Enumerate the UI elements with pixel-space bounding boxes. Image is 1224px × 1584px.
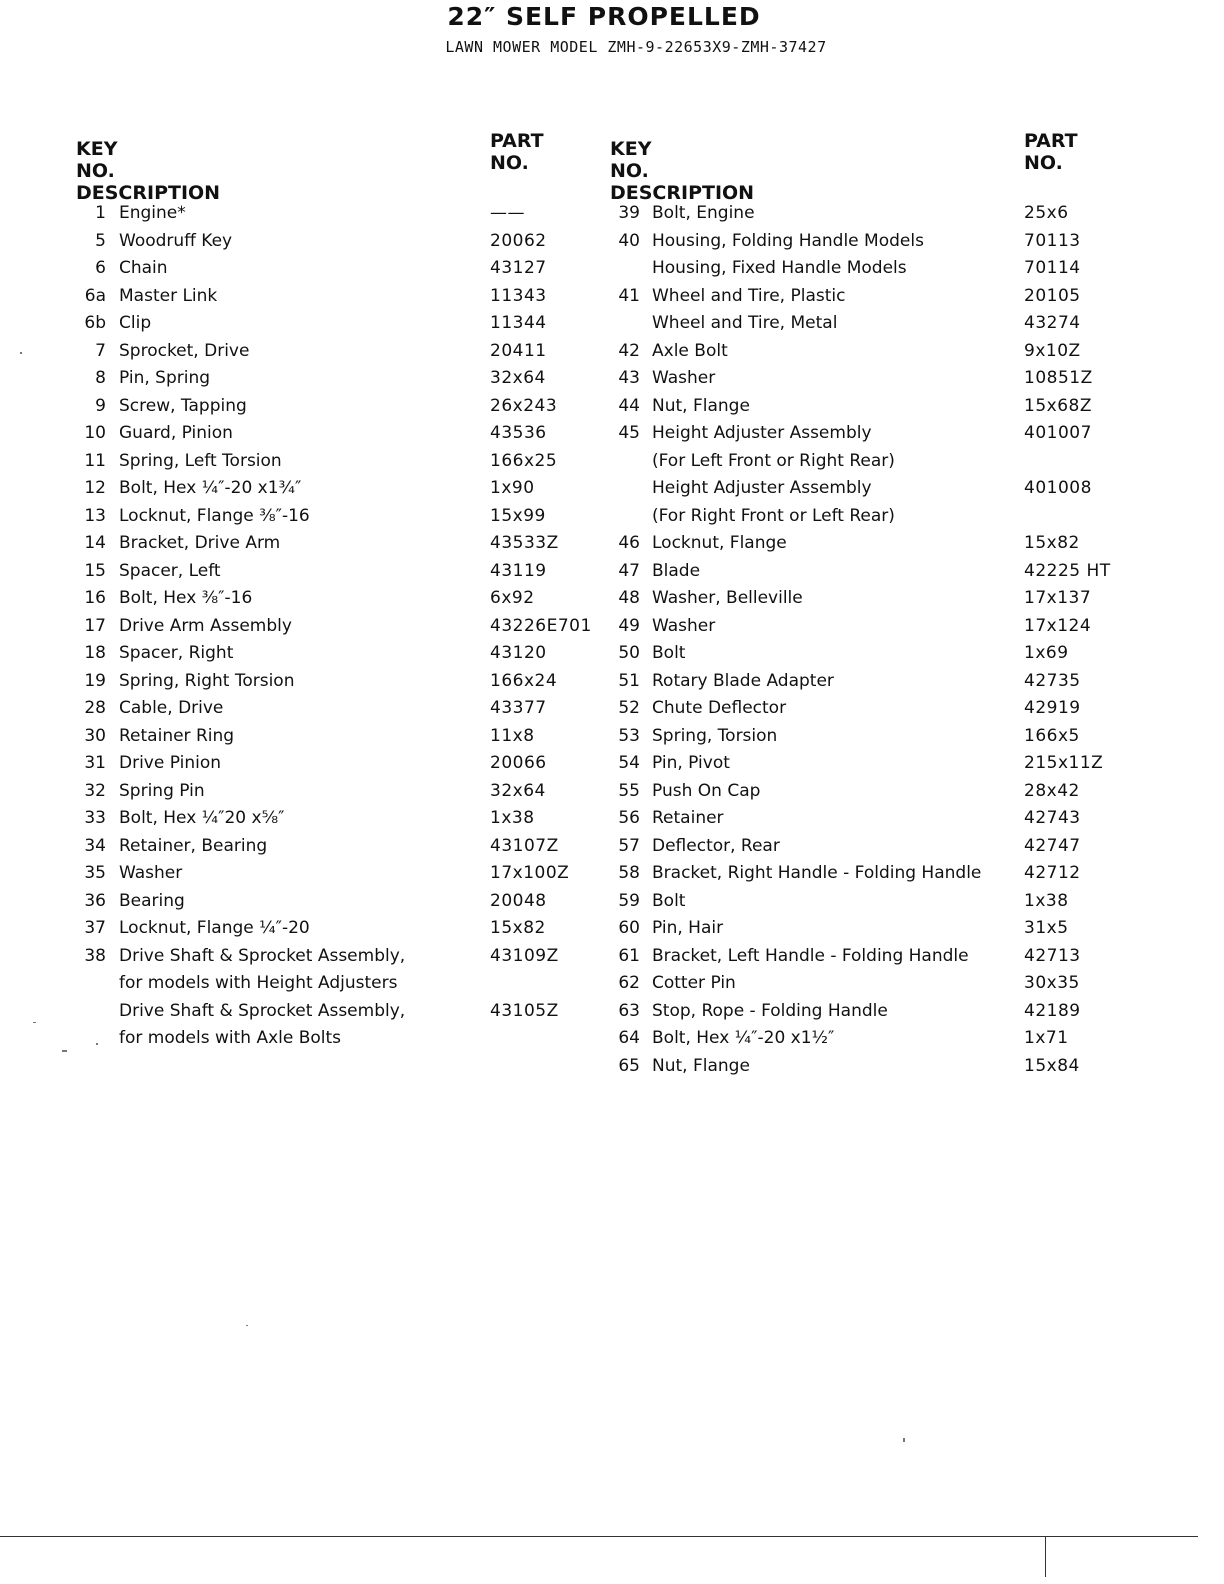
- key-number: 47: [618, 560, 640, 581]
- part-description: Axle Bolt: [652, 340, 728, 361]
- part-description: Spring, Torsion: [652, 725, 778, 746]
- part-description: Bolt, Hex ¼″-20 x1½″: [652, 1028, 835, 1048]
- part-number: 31x5: [1024, 918, 1069, 938]
- part-number: ——: [490, 203, 525, 223]
- key-number: 38: [84, 945, 106, 966]
- scan-speck: [20, 352, 22, 354]
- part-description: Height Adjuster Assembly: [652, 478, 872, 498]
- part-description: (For Left Front or Right Rear): [652, 450, 895, 471]
- part-number: 32x64: [490, 368, 546, 388]
- part-description: Cotter Pin: [652, 973, 736, 993]
- key-number: 57: [618, 835, 640, 856]
- part-description: Pin, Spring: [119, 368, 211, 388]
- key-number: 13: [84, 505, 106, 526]
- part-number: 25x6: [1024, 203, 1069, 223]
- part-description: Pin, Pivot: [652, 753, 730, 773]
- part-description: Bolt, Hex ¼″-20 x1¾″: [119, 478, 302, 498]
- part-number: 30x35: [1024, 973, 1080, 993]
- key-number: 43: [618, 368, 640, 388]
- part-description: Engine*: [119, 203, 186, 223]
- part-number: 11x8: [490, 725, 535, 746]
- part-description: Bolt: [652, 890, 686, 911]
- part-number: 43377: [490, 698, 547, 718]
- part-number: 42747: [1024, 835, 1081, 856]
- part-number: 42713: [1024, 945, 1081, 966]
- part-description: Drive Arm Assembly: [119, 615, 292, 636]
- part-description: Bracket, Left Handle - Folding Handle: [652, 945, 969, 966]
- part-header: PART: [490, 130, 544, 152]
- key-number: 33: [84, 808, 106, 828]
- footer-tick: [1045, 1537, 1046, 1577]
- footer-rule: [0, 1536, 1198, 1537]
- part-number: 15x99: [490, 505, 546, 526]
- part-number: 1x38: [1024, 890, 1069, 911]
- part-number: 20048: [490, 890, 547, 911]
- key-number: 48: [618, 588, 640, 608]
- part-number: 15x82: [1024, 533, 1080, 553]
- key-number: 12: [84, 478, 106, 498]
- key-number: 7: [95, 340, 106, 361]
- part-number: 43109Z: [490, 945, 559, 966]
- key-number: 50: [618, 643, 640, 663]
- scan-speck: [62, 1050, 67, 1052]
- part-description: Washer: [119, 863, 183, 883]
- key-number: 16: [84, 588, 106, 608]
- key-number: 8: [95, 368, 106, 388]
- part-number: 20062: [490, 230, 547, 251]
- part-number: 10851Z: [1024, 368, 1093, 388]
- part-number: 15x82: [490, 918, 546, 938]
- part-number: 1x38: [490, 808, 535, 828]
- part-number: 166x5: [1024, 725, 1080, 746]
- part-description: Bolt, Hex ¼″20 x⅝″: [119, 808, 285, 828]
- part-number: 42735: [1024, 670, 1081, 691]
- key-number: 41: [618, 285, 640, 306]
- part-description: Spacer, Right: [119, 643, 234, 663]
- key-number: 58: [618, 863, 640, 883]
- key-number: 56: [618, 808, 640, 828]
- part-number: 43120: [490, 643, 547, 663]
- part-number: 42189: [1024, 1000, 1081, 1021]
- part-number: 215x11Z: [1024, 753, 1104, 773]
- part-description: Bracket, Drive Arm: [119, 533, 281, 553]
- scan-speck: [33, 1022, 36, 1023]
- part-number: 11344: [490, 313, 547, 333]
- part-description: Wheel and Tire, Plastic: [652, 285, 846, 306]
- part-number: 20105: [1024, 285, 1081, 306]
- part-description: Pin, Hair: [652, 918, 724, 938]
- part-description: Washer: [652, 615, 716, 636]
- key-number: 6: [95, 258, 106, 278]
- part-number: 42712: [1024, 863, 1081, 883]
- key-number: 37: [84, 918, 106, 938]
- part-description: for models with Axle Bolts: [119, 1028, 342, 1048]
- part-description: Deflector, Rear: [652, 835, 780, 856]
- part-number: 20066: [490, 753, 547, 773]
- part-description: Housing, Fixed Handle Models: [652, 258, 907, 278]
- key-number: 45: [618, 423, 640, 443]
- part-number: 43127: [490, 258, 547, 278]
- part-description: Sprocket, Drive: [119, 340, 250, 361]
- key-number: 34: [84, 835, 106, 856]
- part-description: Bolt, Engine: [652, 203, 755, 223]
- part-description: Washer: [652, 368, 716, 388]
- part-description: Drive Pinion: [119, 753, 221, 773]
- key-number: 36: [84, 890, 106, 911]
- key-number: 39: [618, 203, 640, 223]
- part-description: Stop, Rope - Folding Handle: [652, 1000, 888, 1021]
- key-number: 59: [618, 890, 640, 911]
- part-number: 43274: [1024, 313, 1081, 333]
- key-desc-header: [76, 138, 220, 204]
- part-number: 401008: [1024, 478, 1092, 498]
- part-description: Wheel and Tire, Metal: [652, 313, 838, 333]
- part-description: Spacer, Left: [119, 560, 221, 581]
- part-description: Drive Shaft & Sprocket Assembly,: [119, 945, 406, 966]
- key-number: 63: [618, 1000, 640, 1021]
- no-header: NO.: [490, 152, 529, 174]
- key-number: 10: [84, 423, 106, 443]
- key-number: 46: [618, 533, 640, 553]
- part-number: 11343: [490, 285, 547, 306]
- part-number: 43105Z: [490, 1000, 559, 1021]
- key-number: 49: [618, 615, 640, 636]
- key-number: 28: [84, 698, 106, 718]
- part-number: 15x84: [1024, 1055, 1080, 1076]
- key-number: 31: [84, 753, 106, 773]
- key-number: 52: [618, 698, 640, 718]
- key-number: 44: [618, 395, 640, 416]
- part-description: Washer, Belleville: [652, 588, 803, 608]
- key-header: KEY: [76, 138, 118, 160]
- part-description: Retainer, Bearing: [119, 835, 268, 856]
- part-description: Blade: [652, 560, 701, 581]
- part-description: Nut, Flange: [652, 395, 750, 416]
- key-number: 64: [618, 1028, 640, 1048]
- scan-speck: [903, 1438, 905, 1442]
- part-number: 166x25: [490, 450, 558, 471]
- part-no-header: [490, 130, 544, 174]
- part-description: for models with Height Adjusters: [119, 973, 398, 993]
- no-description-header: NO. DESCRIPTION: [610, 160, 755, 204]
- scan-speck: [246, 1325, 248, 1326]
- part-description: Bracket, Right Handle - Folding Handle: [652, 863, 982, 883]
- part-number: 1x69: [1024, 643, 1069, 663]
- key-number: 65: [618, 1055, 640, 1076]
- part-number: 43536: [490, 423, 547, 443]
- part-number: 70114: [1024, 258, 1081, 278]
- key-number: 18: [84, 643, 106, 663]
- part-description: Rotary Blade Adapter: [652, 670, 834, 691]
- part-description: Woodruff Key: [119, 230, 233, 251]
- part-number: 1x90: [490, 478, 535, 498]
- part-description: Housing, Folding Handle Models: [652, 230, 924, 251]
- key-number: 55: [618, 780, 640, 801]
- part-number: 42743: [1024, 808, 1081, 828]
- key-number: 35: [84, 863, 106, 883]
- key-number: 54: [618, 753, 640, 773]
- part-description: Nut, Flange: [652, 1055, 750, 1076]
- part-description: Master Link: [119, 285, 218, 306]
- part-number: 1x71: [1024, 1028, 1069, 1048]
- part-number: 17x100Z: [490, 863, 570, 883]
- part-number: 43119: [490, 560, 547, 581]
- key-number: 9: [95, 395, 106, 416]
- part-header: PART: [1024, 130, 1078, 152]
- part-description: Height Adjuster Assembly: [652, 423, 872, 443]
- part-description: Chain: [119, 258, 168, 278]
- part-description: (For Right Front or Left Rear): [652, 505, 895, 526]
- part-description: Bolt: [652, 643, 686, 663]
- key-number: 40: [618, 230, 640, 251]
- part-number: 9x10Z: [1024, 340, 1081, 361]
- part-description: Clip: [119, 313, 152, 333]
- part-description: Drive Shaft & Sprocket Assembly,: [119, 1000, 406, 1021]
- part-number: 401007: [1024, 423, 1092, 443]
- key-header: KEY: [610, 138, 652, 160]
- model-subtitle: LAWN MOWER MODEL ZMH-9-22653X9-ZMH-37427: [445, 38, 827, 56]
- part-description: Spring Pin: [119, 780, 205, 801]
- part-number: 43107Z: [490, 835, 559, 856]
- part-description: Retainer Ring: [119, 725, 235, 746]
- key-number: 5: [95, 230, 106, 251]
- key-number: 11: [84, 450, 106, 471]
- key-number: 19: [84, 670, 106, 691]
- part-number: 43226E701: [490, 615, 592, 636]
- part-description: Cable, Drive: [119, 698, 224, 718]
- key-number: 61: [618, 945, 640, 966]
- key-number: 17: [84, 615, 106, 636]
- scan-speck: [96, 1043, 98, 1045]
- part-number: 42225 HT: [1024, 560, 1111, 581]
- part-description: Spring, Right Torsion: [119, 670, 295, 691]
- part-description: Locknut, Flange: [652, 533, 787, 553]
- part-number: 6x92: [490, 588, 535, 608]
- part-number: 20411: [490, 340, 547, 361]
- key-number: 1: [95, 203, 106, 223]
- part-description: Bolt, Hex ⅜″-16: [119, 588, 253, 608]
- key-number: 42: [618, 340, 640, 361]
- key-number: 60: [618, 918, 640, 938]
- no-description-header: NO. DESCRIPTION: [76, 160, 221, 204]
- part-description: Guard, Pinion: [119, 423, 233, 443]
- part-number: 28x42: [1024, 780, 1080, 801]
- key-number: 51: [618, 670, 640, 691]
- part-description: Bearing: [119, 890, 185, 911]
- page-title: 22″ SELF PROPELLED: [447, 2, 761, 31]
- part-description: Locknut, Flange ⅜″-16: [119, 505, 310, 526]
- key-number: 6a: [84, 285, 106, 306]
- part-no-header: [1024, 130, 1078, 174]
- key-number: 15: [84, 560, 106, 581]
- key-number: 30: [84, 725, 106, 746]
- part-number: 17x137: [1024, 588, 1092, 608]
- key-number: 14: [84, 533, 106, 553]
- part-number: 17x124: [1024, 615, 1092, 636]
- part-description: Retainer: [652, 808, 724, 828]
- part-number: 70113: [1024, 230, 1081, 251]
- part-description: Chute Deflector: [652, 698, 787, 718]
- key-number: 32: [84, 780, 106, 801]
- part-number: 15x68Z: [1024, 395, 1092, 416]
- key-number: 6b: [84, 313, 106, 333]
- key-number: 53: [618, 725, 640, 746]
- part-number: 26x243: [490, 395, 558, 416]
- part-number: 42919: [1024, 698, 1081, 718]
- part-description: Spring, Left Torsion: [119, 450, 282, 471]
- part-number: 43533Z: [490, 533, 559, 553]
- part-number: 32x64: [490, 780, 546, 801]
- part-number: 166x24: [490, 670, 558, 691]
- no-header: NO.: [1024, 152, 1063, 174]
- part-description: Screw, Tapping: [119, 395, 247, 416]
- key-number: 62: [618, 973, 640, 993]
- key-desc-header: [610, 138, 754, 204]
- part-description: Locknut, Flange ¼″-20: [119, 918, 310, 938]
- part-description: Push On Cap: [652, 780, 761, 801]
